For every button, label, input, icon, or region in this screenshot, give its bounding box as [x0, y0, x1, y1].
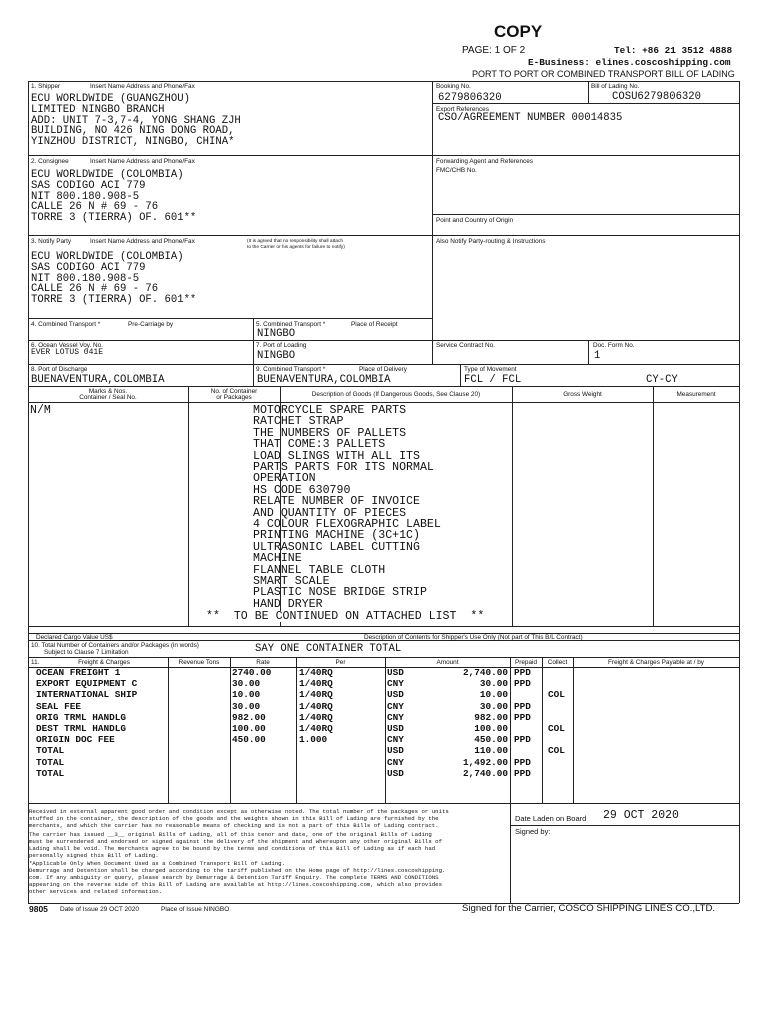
charge-per: 1/40RQ — [299, 689, 333, 701]
charge-amt: 982.00 — [474, 711, 508, 723]
terms-line: stuffed in the container, the description of the goods and the weights shown in this Bill of Lading are furnished by the — [29, 815, 439, 822]
charge-per: 1.000 — [299, 734, 328, 746]
charge-pp: PPD — [514, 711, 531, 723]
goods-line: OPERATION — [253, 472, 316, 485]
booking-label: Booking No. — [436, 83, 471, 90]
terms-line: appearing on the reverse side of this Bill of Lading are available at http://lines.coscoshipping.com, which also provides — [29, 881, 442, 888]
page-info: PAGE: 1 OF 2 — [462, 45, 526, 56]
vessel-value: EVER LOTUS 041E — [31, 348, 104, 357]
consignee-line: NIT 800.180.908-5 — [31, 191, 140, 203]
continued-note: ** TO BE CONTINUED ON ATTACHED LIST ** — [206, 610, 485, 623]
receipt-label: 5. Combined Transport * — [256, 321, 326, 328]
goods-line: MOTORCYCLE SPARE PARTS — [253, 404, 407, 417]
charge-amt: 1,492.00 — [462, 756, 508, 768]
shipper-line: ADD: UNIT 7-3,7-4, YONG SHANG ZJH — [31, 115, 241, 127]
marks-value: N/M — [30, 404, 51, 417]
issue-date: Date of Issue 29 OCT 2020 — [60, 906, 140, 913]
charge-per: 1/40RQ — [299, 678, 333, 690]
contents-description-label: Description of Contents for Shipper's Use Only (Not part of This B/L Contract) — [364, 634, 583, 641]
terms-line: Lading shall be void. The merchants agree to be bound by the terms and conditions of this Bill of Lading as if each had — [29, 845, 436, 852]
charge-amt: 30.00 — [479, 678, 508, 690]
goods-line: ULTRASONIC LABEL CUTTING — [253, 541, 420, 554]
terms-line: Demurrage and Detention shall be charged according to the tariff published on the Home page of http://lines.coscoshipping. — [29, 867, 446, 874]
goods-line: PRINTING MACHINE (3C+1C) — [253, 529, 420, 542]
goods-line: AND QUANTITY OF PIECES — [253, 507, 407, 520]
shipper-line: BUILDING, NO 426 NING DONG ROAD, — [31, 125, 235, 137]
port-of-loading: NINGBO — [257, 350, 296, 362]
total-packages-label: 10. Total Number of Containers and/or Packages (in words) — [31, 642, 199, 649]
charges-header-revenue: Revenue Tons — [178, 659, 220, 666]
copy-title: COPY — [494, 22, 543, 41]
notify-line: SAS CODIGO ACI 779 — [31, 262, 146, 274]
charge-cur: USD — [387, 745, 404, 757]
charge-name: EXPORT EQUIPMENT C — [36, 678, 138, 690]
goods-line: FLANNEL TABLE CLOTH — [253, 564, 386, 577]
issue-place: Place of Issue NINGBO — [161, 906, 230, 913]
notify-line: TORRE 3 (TIERRA) OF. 601** — [31, 294, 197, 306]
consignee-line: ECU WORLDWIDE (COLOMBIA) — [31, 169, 184, 181]
goods-line: THAT COME:3 PALLETS — [253, 438, 386, 451]
rule-bl — [588, 81, 589, 103]
charge-per: 1/40RQ — [299, 667, 333, 678]
place-of-receipt: NINGBO — [257, 328, 296, 340]
charge-cur: CNY — [387, 678, 404, 690]
charge-cur: USD — [387, 723, 404, 734]
booking-number: 6279806320 — [438, 92, 502, 104]
charge-pp: PPD — [514, 734, 531, 746]
charge-cur: USD — [387, 667, 404, 678]
carrier-signature-line: Signed for the Carrier, COSCO SHIPPING LINES CO.,LTD. — [462, 903, 716, 914]
charge-cur: CNY — [387, 756, 404, 768]
export-ref-label: Export References — [436, 106, 489, 113]
charge-amt: 30.00 — [479, 700, 508, 712]
charge-name: INTERNATIONAL SHIP — [36, 689, 138, 701]
charge-name: TOTAL — [36, 767, 65, 779]
rule-top — [28, 81, 739, 82]
vessel-label: 6. Ocean Vessel Voy. No. — [31, 342, 103, 349]
goods-line: 4 COLOUR FLEXOGRAPHIC LABEL — [253, 518, 441, 531]
consignee-label: 2. Consignee — [31, 158, 69, 165]
measurement-header: Measurement — [676, 391, 716, 398]
pre-carriage-label: Pre-Carriage by — [128, 321, 174, 328]
gross-weight-header: Gross Weight — [563, 391, 602, 398]
terms-line: merchants, and which the carrier has no reasonable means of checking and is not a part of this Bills of Lading contract. — [29, 822, 439, 829]
movement-label: Type of Movement — [464, 366, 517, 373]
charge-amt: 110.00 — [474, 745, 508, 757]
forwarding-label: Forwarding Agent and References — [436, 158, 533, 165]
bl-number-label: Bill of Lading No. — [591, 83, 640, 90]
total-packages-sublabel: Subject to Clause 7 Limitation — [44, 649, 129, 656]
carrier-ebusiness: E-Business: elines.coscoshipping.com — [528, 57, 731, 68]
notify-line: ECU WORLDWIDE (COLOMBIA) — [31, 251, 184, 263]
charges-header-no: 11. — [31, 659, 40, 666]
charge-cur: USD — [387, 689, 404, 701]
terms-line: com. If any ambiguity or query, please search by Demurrage & Detention Tariff Enquiry. The complete TERMS AND CONDITIONS — [29, 874, 439, 881]
goods-line: MACHINE — [253, 552, 302, 565]
charge-pp: PPD — [514, 756, 531, 768]
charge-pp: PPD — [514, 678, 531, 690]
terms-line: *Applicable Only When Document Used as a Combined Transport Bill of Lading. — [29, 860, 285, 867]
charge-name: ORIGIN DOC FEE — [36, 734, 115, 746]
declared-value-label: Declared Cargo Value US$ — [36, 634, 113, 641]
notify-sublabel: Insert Name Address and Phone/Fax — [90, 238, 195, 245]
charge-name: OCEAN FREIGHT 1 — [36, 667, 121, 678]
description-header: Description of Goods (If Dangerous Goods, See Clause 20) — [311, 391, 481, 398]
charges-header-amount: Amount — [436, 659, 459, 666]
marks-header-sub: Container / Seal No. — [79, 394, 137, 401]
notify-label: 3. Notify Party — [31, 238, 72, 245]
charges-header-rate: Rate — [256, 659, 270, 666]
charge-rate: 30.00 — [232, 700, 261, 712]
charge-col: COL — [548, 689, 565, 701]
charge-col: COL — [548, 745, 565, 757]
goods-line: LOAD SLINGS WITH ALL ITS — [253, 450, 420, 463]
form-code: 9805 — [29, 904, 48, 914]
charge-amt: 450.00 — [474, 734, 508, 746]
charges-header-per: Per — [335, 659, 346, 666]
loading-label: 7. Port of Loading — [256, 342, 307, 349]
charge-name: ORIG TRML HANDLG — [36, 711, 127, 723]
charge-cur: CNY — [387, 711, 404, 723]
shipper-label: 1. Shipper — [31, 83, 61, 90]
charge-rate: 100.00 — [232, 723, 266, 734]
charge-per: 1/40RQ — [299, 711, 333, 723]
charge-col: COL — [548, 723, 565, 734]
delivery-sublabel: Place of Delivery — [359, 366, 407, 373]
combined-transport-label: 4. Combined Transport * — [31, 321, 101, 328]
charge-pp: PPD — [514, 667, 531, 678]
notify-line: CALLE 26 N # 69 - 76 — [31, 283, 159, 295]
signed-by-label: Signed by: — [515, 827, 551, 836]
bl-number: COSU6279806320 — [612, 91, 702, 103]
receipt-sublabel: Place of Receipt — [351, 321, 398, 328]
charge-rate: 2740.00 — [232, 667, 272, 678]
charge-name: SEAL FEE — [36, 700, 82, 712]
notify-note: to the Carrier or his agents for failure to notify) — [247, 245, 345, 250]
doc-form-label: Doc. Form No. — [593, 342, 635, 349]
charge-cur: CNY — [387, 700, 404, 712]
fmc-label: FMC/CHB No. — [436, 167, 477, 174]
service-contract-label: Service Contract No. — [436, 342, 495, 349]
total-packages-words: SAY ONE CONTAINER TOTAL — [255, 643, 402, 655]
packages-header: No. of Container — [210, 388, 258, 395]
charges-header-collect: Collect — [547, 659, 568, 666]
bl-title: PORT TO PORT OR COMBINED TRANSPORT BILL OF LADING — [472, 69, 735, 79]
export-ref-value: CSO/AGREEMENT NUMBER 00014835 — [438, 112, 623, 124]
goods-line: THE NUMBERS OF PALLETS — [253, 427, 407, 440]
goods-line: PARTS PARTS FOR ITS NORMAL — [253, 461, 434, 474]
charge-pp: PPD — [514, 767, 531, 779]
packages-header-sub: or Packages — [216, 394, 252, 401]
laden-label: Date Laden on Board — [515, 814, 587, 823]
discharge-label: 8. Port of Discharge — [31, 366, 88, 373]
consignee-line: SAS CODIGO ACI 779 — [31, 180, 146, 192]
laden-date: 29 OCT 2020 — [603, 809, 679, 822]
shipper-sublabel: Insert Name Address and Phone/Fax — [90, 83, 195, 90]
goods-line: SMART SCALE — [253, 575, 330, 588]
charge-amt: 100.00 — [474, 723, 508, 734]
delivery-label: 9. Combined Transport * — [256, 366, 326, 373]
shipper-line: LIMITED NINGBO BRANCH — [31, 104, 165, 116]
charge-name: DEST TRML HANDLG — [36, 723, 127, 734]
charge-name: TOTAL — [36, 756, 65, 768]
charge-name: TOTAL — [36, 745, 65, 757]
shipper-line: YINZHOU DISTRICT, NINGBO, CHINA* — [31, 136, 235, 148]
rule-mid — [432, 81, 433, 364]
goods-line: HS CODE 630790 — [253, 484, 351, 497]
charge-rate: 982.00 — [232, 711, 266, 723]
terms-line: personally signed this Bill of Lading. — [29, 852, 159, 859]
charges-header-payable: Freight & Charges Payable at / by — [608, 659, 704, 666]
goods-line: HAND DRYER — [253, 598, 323, 611]
carrier-tel: Tel: +86 21 3512 4888 — [614, 45, 733, 56]
movement-type: FCL / FCL — [464, 374, 522, 386]
terms-line: Received in external apparent good order and condition except as otherwise noted. The total number of the packages or units — [29, 808, 449, 815]
charge-cur: USD — [387, 767, 404, 779]
charge-per: 1/40RQ — [299, 723, 333, 734]
charges-header-prepaid: Prepaid — [514, 659, 538, 666]
consignee-line: CALLE 26 N # 69 - 76 — [31, 201, 159, 213]
place-of-delivery: BUENAVENTURA,COLOMBIA — [257, 374, 391, 386]
charge-cur: CNY — [387, 734, 404, 746]
notify-line: NIT 800.180.908-5 — [31, 273, 140, 285]
origin-label: Point and Country of Origin — [436, 217, 514, 224]
goods-line: RELATE NUMBER OF INVOICE — [253, 495, 420, 508]
consignee-line: TORRE 3 (TIERRA) OF. 601** — [31, 212, 197, 224]
charge-amt: 10.00 — [479, 689, 508, 701]
charges-header-freight: Freight & Charges — [78, 659, 130, 666]
charge-pp: PPD — [514, 700, 531, 712]
charge-rate: 10.00 — [232, 689, 261, 701]
charge-amt: 2,740.00 — [462, 667, 508, 678]
charge-per: 1/40RQ — [299, 700, 333, 712]
consignee-sublabel: Insert Name Address and Phone/Fax — [90, 158, 195, 165]
charge-amt: 2,740.00 — [462, 767, 508, 779]
notify-note: (It is agreed that no responsibility shall attach — [247, 239, 343, 244]
goods-line: RATCHET STRAP — [253, 415, 344, 428]
port-of-discharge: BUENAVENTURA,COLOMBIA — [31, 374, 165, 386]
charge-rate: 450.00 — [232, 734, 266, 746]
movement-terms: CY-CY — [646, 374, 678, 386]
terms-line: must be surrendered and endorsed or signed against the delivery of the shipment and whereupon any other original Bills of — [29, 838, 442, 845]
marks-header: Marks & Nos. — [88, 388, 128, 395]
charge-rate: 30.00 — [232, 678, 261, 690]
also-notify-label: Also Notify Party-routing & Instructions — [436, 238, 546, 245]
goods-line: PLASTIC NOSE BRIDGE STRIP — [253, 586, 427, 599]
doc-form-value: 1 — [594, 350, 601, 362]
terms-line: other services and related information. — [29, 888, 163, 895]
terms-line: The carrier has issued __3__ original Bills of Lading, all of this tenor and date, one of the original Bills of Lading — [29, 831, 432, 838]
shipper-line: ECU WORLDWIDE (GUANGZHOU) — [31, 93, 190, 105]
